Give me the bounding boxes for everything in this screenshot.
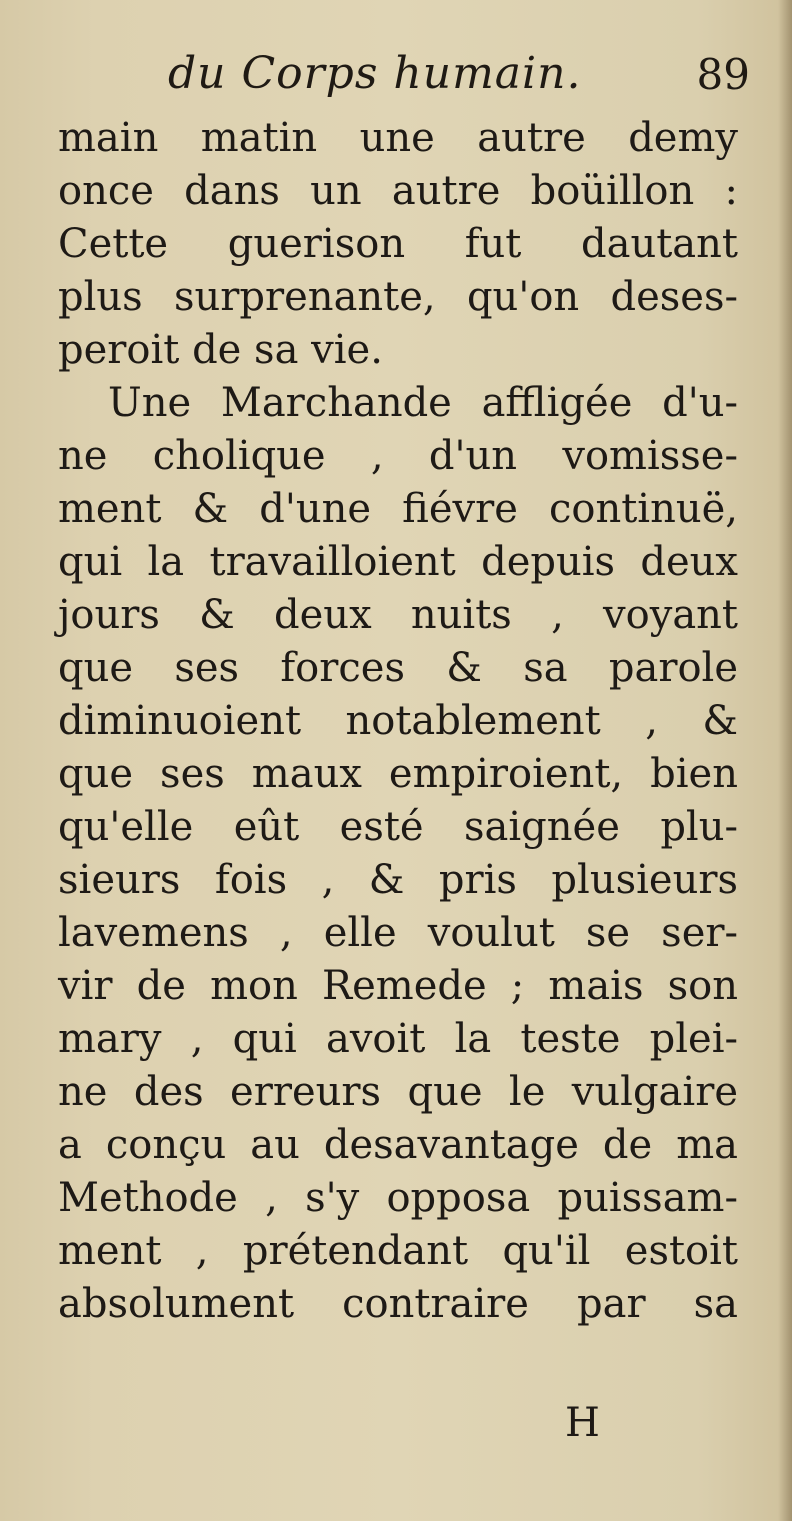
signature-mark: H [565,1400,600,1446]
page-header [0,48,792,118]
text-line: diminuoient notablement , & [58,698,738,744]
text-line: Methode , s'y opposa puissam- [58,1175,738,1221]
text-line: a conçu au desavantage de ma [58,1122,738,1168]
text-line: sieurs fois , & pris plusieurs [58,857,738,903]
text-line: mary , qui avoit la teste plei- [58,1016,738,1062]
text-line: que ses forces & sa parole [58,645,738,691]
running-title: du Corps humain. [168,48,582,99]
text-line: main matin une autre demy [58,115,738,161]
text-line: que ses maux empiroient, bien [58,751,738,797]
page-number: 89 [696,50,750,99]
text-line: Une Marchande affligée d'u- [108,380,738,426]
body-text [58,112,738,1331]
text-line: ne des erreurs que le vulgaire [58,1069,738,1115]
text-line: ment , prétendant qu'il estoit [58,1228,738,1274]
text-line: jours & deux nuits , voyant [58,592,738,638]
page-edge-shadow [778,0,792,1521]
text-line: once dans un autre boüillon : [58,168,738,214]
text-line: ment & d'une fiévre continuë, [58,486,738,532]
text-line: lavemens , elle voulut se ser- [58,910,738,956]
text-line: ne cholique , d'un vomisse- [58,433,738,479]
text-line: Cette guerison fut dautant [58,221,738,267]
text-line: absolument contraire par sa [58,1281,738,1327]
text-line: vir de mon Remede ; mais son [58,963,738,1009]
text-line: qui la travailloient depuis deux [58,539,738,585]
text-line: qu'elle eût esté saignée plu- [58,804,738,850]
text-line: plus surprenante, qu'on deses- [58,274,738,320]
text-line: peroit de sa vie. [58,327,383,373]
